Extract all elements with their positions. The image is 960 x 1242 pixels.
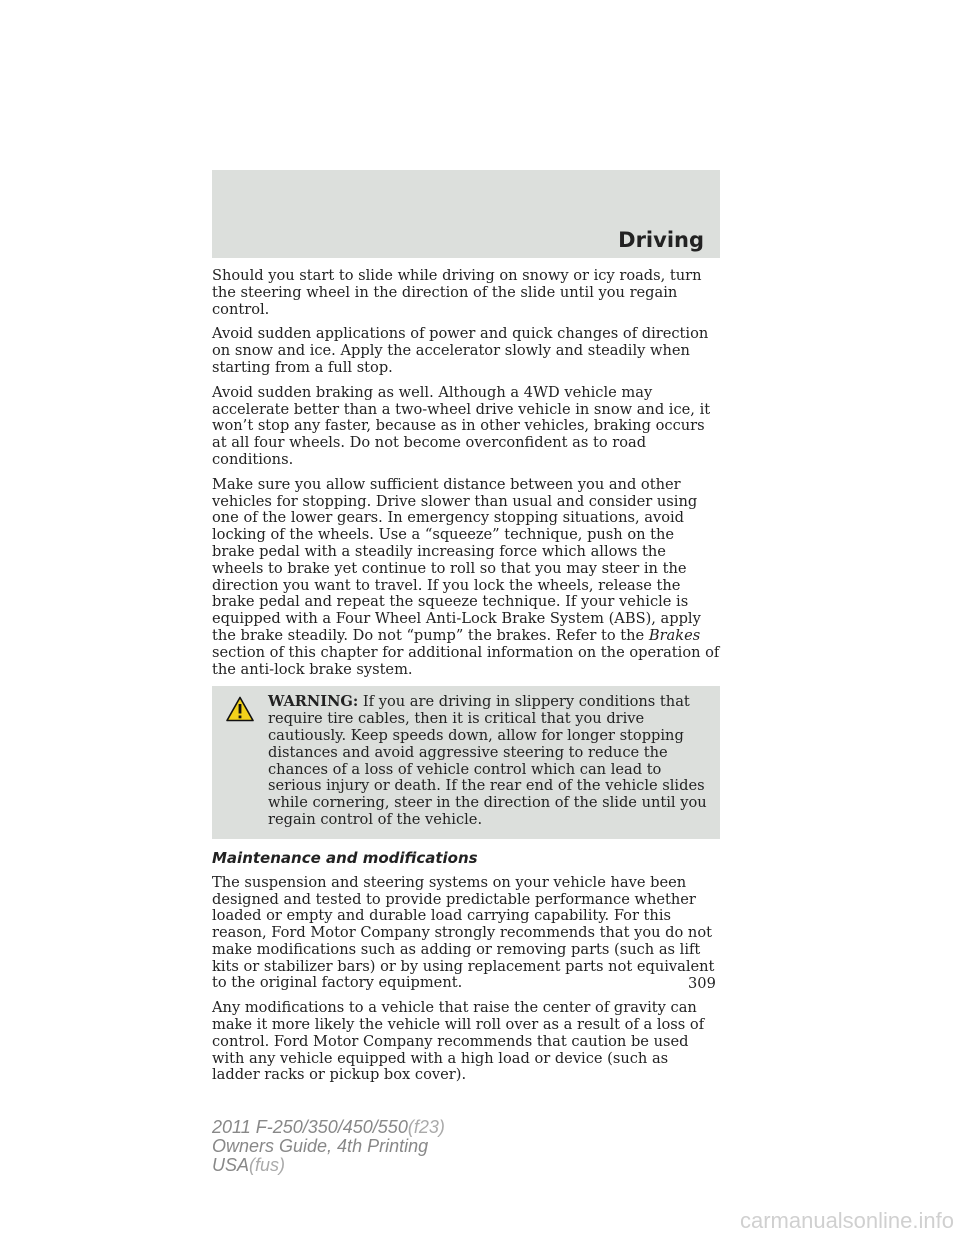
paragraph-stopping-distance [212,477,720,679]
footer-line-model [212,1118,445,1137]
brakes-reference: Brakes [648,626,701,644]
print-footer [212,1118,445,1175]
paragraph-suspension: The suspension and steering systems on your vehicle have been designed and tested to provide predictable performance whether loaded or empty and durable load carrying capability. For this reason, Ford Motor Company strongly recommends that you do not make modifications such as adding or removing parts (such as lift kits or stabilizer bars) or by using replacement parts not equivalent to the original factory equipment. [212,873,715,992]
paragraph-stopping-text: Make sure you allow sufficient distance between you and other vehicles for stopping. Drive slower than usual and consider using one of the lower gears. In emergency stopping situations, avoid locking of the wheels. Use a “squeeze” technique, push on the brake pedal with a steadily increasing force which allows the wheels to brake yet continue to roll so that you may steer in the direction you want to travel. If you lock the wheels, release the brake pedal and repeat the squeeze technique. If your vehicle is equipped with a Four Wheel Anti-Lock Brake System (ABS), apply the brake steadily. Do not “pump” the brakes. Refer to the [212,475,701,644]
footer-line-guide: Owners Guide, 4th Printing [212,1136,429,1156]
section-header [212,170,720,258]
warning-text [218,694,714,828]
watermark: carmanualsonline.info [739,1208,954,1233]
paragraph-slide: Should you start to slide while driving on snowy or icy roads, turn the steering wheel in the direction of the slide until you regain control. [212,267,702,318]
paragraph-stopping-text-end: section of this chapter for additional information on the operation of the anti-lock brake system. [212,643,720,678]
section-title: Driving [618,228,704,252]
footer-region-code: (fus) [249,1155,286,1175]
warning-triangle-icon [226,696,254,722]
paragraph-sudden-braking: Avoid sudden braking as well. Although a 4WD vehicle may accelerate better than a two-wheel drive vehicle in snow and ice, it won’t stop any faster, because as in other vehicles, braking occurs at all four wheels. Do not become overconfident as to road conditions. [212,383,711,468]
paragraph-modifications: Any modifications to a vehicle that raise the center of gravity can make it more likely the vehicle will roll over as a result of a loss of control. Ford Motor Company recommends that caution be used with any vehicle equipped with a high load or device (such as ladder racks or pickup box cover). [212,999,705,1084]
footer-model: 2011 F-250/350/450/550 [212,1117,408,1137]
warning-box [212,686,720,838]
paragraph-sudden-power: Avoid sudden applications of power and quick changes of direction on snow and ice. Apply the accelerator slowly and steadily when starting from a full stop. [212,325,709,376]
warning-body: If you are driving in slippery conditions that require tire cables, then it is critical that you drive cautiously. Keep speeds down, allow for longer stopping distances and avoid aggressive steering to reduce the chances of a loss of vehicle control which can lead to serious injury or death. If the rear end of the vehicle slides while cornering, steer in the direction of the slide until you regain control of the vehicle. [268,693,707,828]
page-content [212,268,720,1092]
footer-region: USA [212,1155,250,1175]
footer-model-code: (f23) [407,1117,445,1137]
section-heading: Maintenance and modifications [212,848,478,867]
page-number: 309 [688,975,716,992]
footer-line-region [212,1156,445,1175]
warning-label: WARNING: [268,693,359,711]
